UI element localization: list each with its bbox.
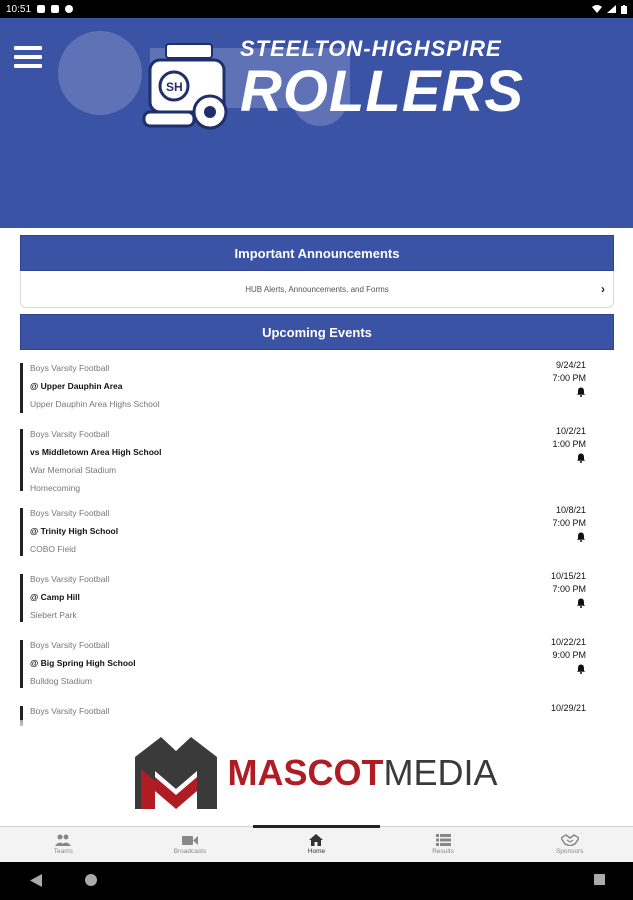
- home-icon: [309, 834, 323, 846]
- event-item[interactable]: [20, 504, 614, 562]
- event-opponent: @ Trinity High School: [30, 526, 119, 536]
- nav-broadcasts-label: Broadcasts: [173, 847, 207, 855]
- event-date: 10/22/21: [550, 637, 586, 647]
- system-navigation-bar: [0, 862, 633, 900]
- nav-teams-label: Teams: [53, 848, 73, 855]
- event-item[interactable]: [20, 636, 614, 694]
- event-time: 7:00 PM: [552, 518, 586, 528]
- sd-card-icon: [51, 5, 59, 13]
- sponsor-name-part-a: MASCOT: [227, 752, 384, 793]
- event-sport: Boys Varsity Football: [30, 706, 110, 716]
- status-bar: [0, 0, 633, 18]
- sponsor-name: [227, 752, 497, 794]
- people-icon: [55, 834, 71, 846]
- sponsor-banner[interactable]: [0, 720, 633, 826]
- nav-home[interactable]: [253, 827, 380, 862]
- event-time: 7:00 PM: [552, 373, 586, 383]
- sync-icon: [65, 5, 73, 13]
- event-accent-bar: [20, 508, 23, 556]
- announcements-link[interactable]: [20, 271, 614, 308]
- event-sport: Boys Varsity Football: [30, 363, 110, 373]
- notification-icon: [37, 5, 45, 13]
- event-date: 10/15/21: [550, 571, 586, 581]
- event-location: Upper Dauphin Area Highs School: [30, 399, 160, 409]
- sponsor-name-part-b: MEDIA: [383, 752, 498, 793]
- event-accent-bar: [20, 429, 23, 491]
- event-sport: Boys Varsity Football: [30, 574, 110, 584]
- bell-icon[interactable]: [576, 387, 586, 397]
- event-note: Homecoming: [30, 483, 81, 493]
- event-date: 10/2/21: [555, 426, 586, 436]
- wifi-icon: [592, 5, 602, 13]
- event-opponent: vs Middletown Area High School: [30, 447, 162, 457]
- back-icon[interactable]: [30, 874, 42, 887]
- event-location: Bulldog Stadium: [30, 676, 92, 686]
- event-sport: Boys Varsity Football: [30, 429, 110, 439]
- app-header: [0, 18, 633, 228]
- nav-sponsors-label: Sponsors: [555, 848, 584, 855]
- bell-icon[interactable]: [576, 532, 586, 542]
- event-date: 10/8/21: [555, 505, 586, 515]
- event-date: 9/24/21: [555, 360, 586, 370]
- event-accent-bar: [20, 574, 23, 622]
- signal-icon: [607, 5, 616, 13]
- bottom-navigation: [0, 826, 633, 862]
- event-sport: Boys Varsity Football: [30, 640, 110, 650]
- event-accent-bar: [20, 640, 23, 688]
- nav-broadcasts[interactable]: [127, 827, 254, 862]
- event-location: Siebert Park: [30, 610, 77, 620]
- event-time: 1:00 PM: [552, 439, 586, 449]
- event-opponent: @ Upper Dauphin Area: [30, 381, 123, 391]
- nav-home-label: Home: [307, 848, 326, 855]
- announcements-title: Important Announcements: [234, 245, 400, 261]
- bell-icon[interactable]: [576, 598, 586, 608]
- home-circle-icon[interactable]: [85, 874, 97, 886]
- events-list: [0, 356, 633, 726]
- nav-results[interactable]: [380, 827, 507, 862]
- event-time: 7:00 PM: [552, 584, 586, 594]
- event-time: 9:00 PM: [552, 650, 586, 660]
- status-time: 10:51: [6, 3, 32, 15]
- upcoming-events-header: [20, 314, 614, 350]
- event-item[interactable]: [20, 425, 614, 500]
- handshake-icon: [561, 834, 579, 846]
- event-item[interactable]: [20, 570, 614, 628]
- event-location: War Memorial Stadium: [30, 465, 117, 475]
- bell-icon[interactable]: [576, 664, 586, 674]
- logo-team-name: ROLLERS: [240, 59, 525, 124]
- event-opponent: @ Big Spring High School: [30, 658, 136, 668]
- chevron-right-icon: ›: [601, 282, 605, 296]
- list-icon: [436, 834, 451, 846]
- nav-teams[interactable]: [0, 827, 127, 862]
- video-icon: [182, 835, 198, 846]
- event-date: 10/29/21: [550, 703, 586, 713]
- mascot-media-logo-icon: [135, 737, 217, 809]
- nav-results-label: Results: [432, 848, 454, 855]
- roller-mascot-logo: [138, 38, 238, 134]
- battery-icon: [621, 5, 627, 14]
- logo-school-name: STEELTON-HIGHSPIRE: [240, 36, 502, 61]
- announcements-link-text: HUB Alerts, Announcements, and Forms: [245, 284, 389, 294]
- upcoming-events-title: Upcoming Events: [262, 324, 372, 340]
- bell-icon[interactable]: [576, 453, 586, 463]
- event-accent-bar: [20, 363, 23, 413]
- event-sport: Boys Varsity Football: [30, 508, 110, 518]
- school-logo-text: [240, 36, 525, 124]
- event-item[interactable]: [20, 359, 614, 417]
- svg-text:SH: SH: [166, 80, 183, 94]
- event-opponent: @ Camp Hill: [30, 592, 80, 602]
- event-location: COBO Field: [30, 544, 76, 554]
- announcements-header: [20, 235, 614, 271]
- recents-icon[interactable]: [594, 874, 605, 885]
- hamburger-menu-icon[interactable]: [14, 46, 42, 68]
- nav-sponsors[interactable]: [506, 827, 633, 862]
